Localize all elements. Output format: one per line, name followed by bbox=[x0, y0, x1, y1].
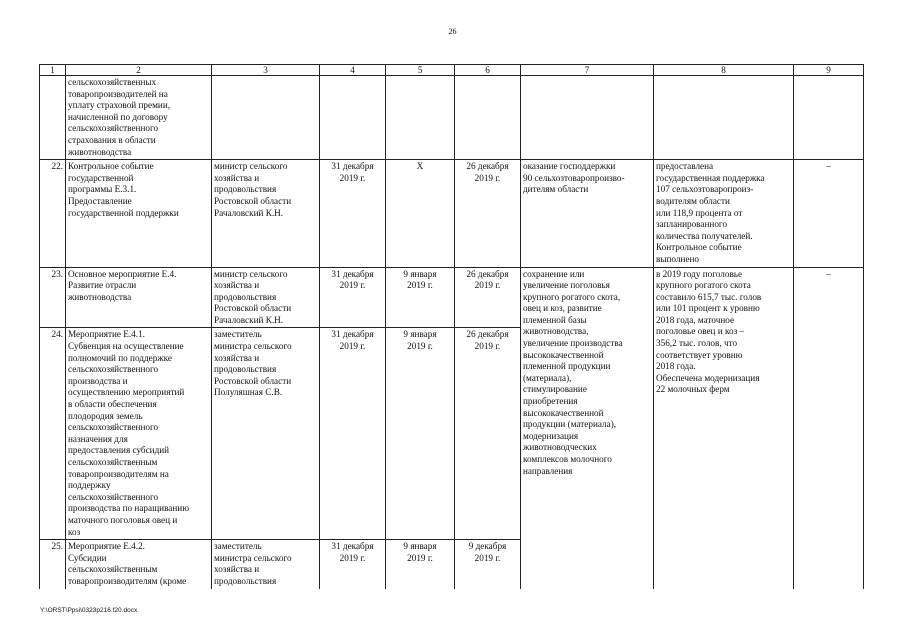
cell-text-line: предоставления субсидий bbox=[68, 445, 170, 456]
planned-date-cell bbox=[320, 328, 386, 540]
cell-text-line: товаропроизводителям (кроме bbox=[68, 575, 187, 586]
cell-text-line: сельскохозяйственных bbox=[68, 77, 157, 87]
cell-text-line: дителям области bbox=[523, 184, 589, 195]
cell-text-line: соответствует уровню bbox=[656, 349, 743, 360]
cell-text-line: Ростовской области bbox=[214, 195, 292, 206]
cell-text-line: количества получателей. bbox=[656, 230, 753, 241]
cell-text-line: 9 января bbox=[403, 329, 437, 340]
event-name-cell bbox=[66, 540, 212, 589]
cell-text-line: Развитие отрасли bbox=[68, 280, 137, 291]
cell-text-line: крупного рогатого скота bbox=[656, 280, 751, 291]
cell-text-line: направления bbox=[523, 465, 573, 476]
cell-text-line: Субвенция на осуществление bbox=[68, 341, 184, 352]
cell-text-line: Обеспечена модернизация bbox=[656, 372, 760, 383]
cell-text-line: Контрольное событие bbox=[68, 161, 154, 172]
start-date-cell bbox=[386, 160, 455, 267]
cell-text-line: Рачаловский К.Н. bbox=[214, 207, 284, 218]
cell-text-line: или 118,9 процента от bbox=[656, 207, 743, 218]
cell-text-line: овец и коз, развитие bbox=[523, 303, 602, 314]
start-date-cell bbox=[386, 328, 455, 540]
actual-result-cell bbox=[654, 267, 794, 589]
cell-text-line: заместитель bbox=[214, 541, 262, 552]
cell-text-line: продукции (материала), bbox=[523, 419, 617, 430]
cell-text-line: племенной базы bbox=[523, 314, 587, 325]
cell-text-line: Ростовской области bbox=[214, 375, 292, 386]
cell-text-line: министра сельского bbox=[214, 552, 292, 563]
cell-text-line: сельскохозяйственного bbox=[68, 491, 159, 502]
cell-text-line: предоставлена bbox=[656, 161, 714, 172]
cell-text-line: 2019 г. bbox=[339, 172, 366, 183]
cell-text-line: 9 января bbox=[403, 268, 437, 279]
header-cell: 9 bbox=[794, 65, 864, 76]
cell-text-line: – bbox=[826, 268, 831, 279]
cell-text-line: 26 декабря bbox=[466, 161, 509, 172]
cell-text-line: министра сельского bbox=[214, 341, 292, 352]
cell-text-line: Полуляшная С.В. bbox=[214, 387, 283, 398]
events-table bbox=[39, 64, 864, 589]
planned-date-cell bbox=[320, 76, 386, 160]
row-number-cell: 22. bbox=[40, 160, 66, 267]
start-date-cell bbox=[386, 76, 455, 160]
cell-text-line: продовольствия bbox=[214, 575, 277, 586]
cell-text-line: продовольствия bbox=[214, 184, 277, 195]
cell-text-line: 2019 г. bbox=[474, 172, 501, 183]
cell-text-line: составило 615,7 тыс. голов bbox=[656, 291, 762, 302]
cell-text-line: или 101 процент к уровню bbox=[656, 303, 760, 314]
cell-text-line: маточного поголовья овец и bbox=[68, 514, 178, 525]
cell-text-line: сохранение или bbox=[523, 268, 585, 279]
responsible-cell bbox=[212, 540, 320, 589]
cell-text-line: Основное мероприятие Е.4. bbox=[68, 268, 177, 279]
cell-text-line: приобретения bbox=[523, 396, 578, 407]
end-date-cell bbox=[455, 267, 521, 328]
cell-text-line: 9 января bbox=[403, 541, 437, 552]
cell-text-line: сельскохозяйственного bbox=[68, 364, 159, 375]
cell-text-line: выполнено bbox=[656, 253, 699, 264]
cell-text-line: продовольствия bbox=[214, 291, 277, 302]
header-cell: 7 bbox=[521, 65, 654, 76]
cell-text-line: сельскохозяйственного bbox=[68, 123, 159, 134]
cell-text-line: увеличение поголовья bbox=[523, 280, 610, 291]
cell-text-line: поголовье овец и коз – bbox=[656, 326, 745, 337]
cell-text-line: Х bbox=[416, 161, 424, 172]
cell-text-line: сельскохозяйственного bbox=[68, 422, 159, 433]
cell-text-line: 2019 г. bbox=[339, 552, 366, 563]
cell-text-line: 2019 г. bbox=[407, 341, 433, 352]
end-date-cell bbox=[455, 328, 521, 540]
cell-text-line: коз bbox=[68, 526, 81, 537]
cell-text-line: производства и bbox=[68, 375, 128, 386]
cell-text-line: осуществлению мероприятий bbox=[68, 387, 185, 398]
cell-text-line: полномочий по поддержке bbox=[68, 352, 172, 363]
cell-text-line: (материала), bbox=[523, 372, 572, 383]
reason-cell bbox=[794, 160, 864, 267]
cell-text-line: 2019 г. bbox=[474, 280, 501, 291]
cell-text-line: в области обеспечения bbox=[68, 399, 157, 410]
reason-cell bbox=[794, 267, 864, 589]
cell-text-line: уплату страховой премии, bbox=[68, 100, 171, 111]
row-number-cell: 23. bbox=[40, 267, 66, 328]
cell-text-line: программы Е.3.1. bbox=[68, 184, 137, 195]
cell-text-line: стимулирование bbox=[523, 384, 587, 395]
cell-text-line: 26 декабря bbox=[466, 329, 509, 340]
actual-result-cell bbox=[654, 76, 794, 160]
cell-text-line: производства по наращиванию bbox=[68, 503, 190, 514]
cell-text-line: продовольствия bbox=[214, 364, 277, 375]
header-cell: 3 bbox=[212, 65, 320, 76]
cell-text-line: 26 декабря bbox=[466, 268, 509, 279]
cell-text-line: Ростовской области bbox=[214, 303, 292, 314]
cell-text-line: 90 сельхозтоваропроизво- bbox=[523, 172, 625, 183]
cell-text-line: Предоставление bbox=[68, 195, 132, 206]
actual-result-cell bbox=[654, 160, 794, 267]
cell-text-line: 31 декабря bbox=[331, 161, 374, 172]
header-cell: 2 bbox=[66, 65, 212, 76]
cell-text-line: высококачественной bbox=[523, 407, 604, 418]
header-row bbox=[40, 65, 864, 76]
cell-text-line: Контрольное событие bbox=[656, 242, 742, 253]
cell-text-line: 2019 г. bbox=[474, 341, 501, 352]
page-number: 26 bbox=[448, 27, 457, 36]
cell-text-line: 2019 г. bbox=[339, 341, 366, 352]
cell-text-line: Рачаловский К.Н. bbox=[214, 314, 284, 325]
cell-text-line: 31 декабря bbox=[331, 329, 374, 340]
cell-text-line: племенной продукции bbox=[523, 361, 611, 372]
cell-text-line: государственной поддержки bbox=[68, 207, 179, 218]
event-name-cell bbox=[66, 160, 212, 267]
table-row-22 bbox=[40, 160, 864, 267]
header-cell: 4 bbox=[320, 65, 386, 76]
cell-text-line: животноводства, bbox=[523, 326, 589, 337]
cell-text-line: Мероприятие Е.4.1. bbox=[68, 329, 145, 340]
end-date-cell bbox=[455, 76, 521, 160]
header-cell: 8 bbox=[654, 65, 794, 76]
file-path-footer: Y:\ORST\Ppsi\0323p216.f20.docx bbox=[40, 607, 138, 614]
start-date-cell bbox=[386, 267, 455, 328]
cell-text-line: Мероприятие Е.4.2. bbox=[68, 541, 145, 552]
cell-text-line: оказание господдержки bbox=[523, 161, 616, 172]
cell-text-line: 2018 года, маточное bbox=[656, 314, 735, 325]
cell-text-line: животноводства bbox=[68, 291, 132, 302]
header-cell: 5 bbox=[386, 65, 455, 76]
cell-text-line: товаропроизводителей на bbox=[68, 88, 168, 99]
cell-text-line: 2019 г. bbox=[474, 552, 501, 563]
end-date-cell bbox=[455, 160, 521, 267]
row-number-cell bbox=[40, 76, 66, 160]
cell-text-line: 2019 г. bbox=[407, 280, 433, 291]
cell-text-line: заместитель bbox=[214, 329, 262, 340]
table-row-23 bbox=[40, 267, 864, 328]
cell-text-line: 2019 г. bbox=[339, 280, 366, 291]
cell-text-line: увеличение производства bbox=[523, 338, 623, 349]
header-cell: 1 bbox=[40, 65, 66, 76]
cell-text-line: сельскохозяйственным bbox=[68, 564, 158, 575]
start-date-cell bbox=[386, 540, 455, 589]
cell-text-line: начисленной по договору bbox=[68, 111, 168, 122]
cell-text-line: хозяйства и bbox=[214, 172, 260, 183]
cell-text-line: поддержку bbox=[68, 480, 111, 491]
cell-text-line: 22 молочных ферм bbox=[656, 384, 730, 395]
cell-text-line: животноводческих bbox=[523, 442, 597, 453]
planned-date-cell bbox=[320, 267, 386, 328]
planned-date-cell bbox=[320, 540, 386, 589]
cell-text-line: водителям области bbox=[656, 195, 730, 206]
cell-text-line: Субсидии bbox=[68, 552, 107, 563]
cell-text-line: 9 декабря bbox=[468, 541, 507, 552]
row-number-cell: 24. bbox=[40, 328, 66, 540]
cell-text-line: в 2019 году поголовье bbox=[656, 268, 743, 279]
responsible-cell bbox=[212, 267, 320, 328]
cell-text-line: 356,2 тыс. голов, что bbox=[656, 338, 738, 349]
cell-text-line: страхования в области bbox=[68, 134, 156, 145]
event-name-cell bbox=[66, 267, 212, 328]
cell-text-line: запланированного bbox=[656, 219, 728, 230]
event-name-cell bbox=[66, 328, 212, 540]
cell-text-line: сельскохозяйственным bbox=[68, 457, 158, 467]
end-date-cell bbox=[455, 540, 521, 589]
row-number-cell: 25. bbox=[40, 540, 66, 589]
cell-text-line: министр сельского bbox=[214, 268, 288, 279]
cell-text-line: плодородия земель bbox=[68, 410, 143, 421]
responsible-cell bbox=[212, 328, 320, 540]
cell-text-line: 107 сельхозтоваропроиз- bbox=[656, 184, 754, 195]
cell-text-line: 31 декабря bbox=[331, 268, 374, 279]
cell-text-line: назначения для bbox=[68, 433, 128, 444]
reason-cell bbox=[794, 76, 864, 160]
cell-text-line: – bbox=[826, 161, 831, 172]
planned-result-cell bbox=[521, 160, 654, 267]
cell-text-line: товаропроизводителям на bbox=[68, 468, 169, 479]
cell-text-line: 2019 г. bbox=[407, 552, 433, 563]
cell-text-line: 2018 года. bbox=[656, 361, 696, 372]
planned-date-cell bbox=[320, 160, 386, 267]
cell-text-line: комплексов молочного bbox=[523, 454, 612, 464]
cell-text-line: модернизация bbox=[523, 430, 579, 441]
table-row-continued bbox=[40, 76, 864, 160]
cell-text-line: государственной bbox=[68, 172, 134, 183]
planned-result-cell bbox=[521, 76, 654, 160]
cell-text-line: высококачественной bbox=[523, 349, 604, 360]
cell-text-line: животноводства bbox=[68, 146, 132, 157]
cell-text-line: хозяйства и bbox=[214, 280, 260, 291]
planned-result-cell bbox=[521, 267, 654, 589]
responsible-cell bbox=[212, 160, 320, 267]
header-cell: 6 bbox=[455, 65, 521, 76]
cell-text-line: хозяйства и bbox=[214, 352, 260, 363]
cell-text-line: хозяйства и bbox=[214, 564, 260, 575]
cell-text-line: крупного рогатого скота, bbox=[523, 291, 621, 302]
cell-text-line: государственная поддержка bbox=[656, 172, 765, 183]
cell-text-line: министр сельского bbox=[214, 161, 288, 172]
responsible-cell bbox=[212, 76, 320, 160]
event-name-cell bbox=[66, 76, 212, 160]
cell-text-line: 31 декабря bbox=[331, 541, 374, 552]
